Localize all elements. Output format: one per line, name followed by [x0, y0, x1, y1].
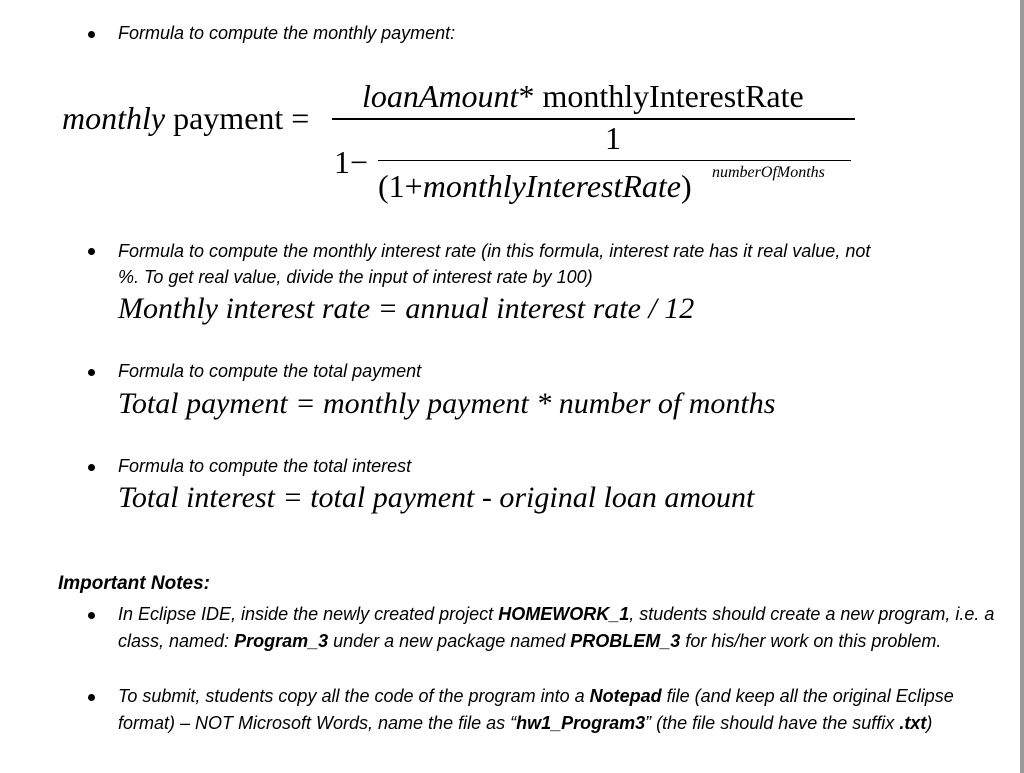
formula-lhs: monthly payment = — [62, 100, 310, 136]
important-notes-heading: Important Notes: — [58, 573, 210, 594]
note-item-eclipse: In Eclipse IDE, inside the newly created project HOMEWORK_1, students should create a new program, i.e. a class, named: Program_3 under a new package named PROBLEM_3 for his/her work on this problem. — [118, 604, 995, 651]
total-interest-caption: Formula to compute the total interest — [118, 456, 412, 476]
bullet-dot — [88, 612, 95, 619]
interest-rate-caption-line2: %. To get real value, divide the input of interest rate by 100) — [118, 267, 593, 287]
total-payment-caption: Formula to compute the total payment — [118, 361, 422, 381]
formula-numerator: loanAmount* monthlyInterestRate — [362, 78, 804, 114]
inner-fraction-bar — [378, 160, 851, 161]
one-minus: 1− — [334, 144, 369, 180]
bullet-dot — [88, 369, 95, 376]
inner-numerator: 1 — [605, 120, 621, 156]
formula-exponent: numberOfMonths — [712, 164, 825, 181]
main-fraction-bar — [332, 118, 855, 120]
total-payment-formula: Total payment = monthly payment * number of months — [118, 387, 776, 420]
page-edge — [1020, 0, 1024, 773]
bullet-dot — [88, 694, 95, 701]
monthly-payment-caption: Formula to compute the monthly payment: — [118, 23, 456, 43]
interest-rate-caption-line1: Formula to compute the monthly interest rate (in this formula, interest rate has it real value, not — [118, 241, 871, 261]
bullet-dot — [88, 31, 95, 38]
monthly-interest-rate-formula: Monthly interest rate = annual interest rate / 12 — [118, 292, 695, 325]
bullet-dot — [88, 248, 95, 255]
bullet-dot — [88, 464, 95, 471]
inner-denominator: (1+monthlyInterestRate) — [378, 168, 692, 204]
total-interest-formula: Total interest = total payment - original loan amount — [118, 481, 755, 514]
note-item-submit: To submit, students copy all the code of the program into a Notepad file (and keep all the original Eclipse format) – NOT Microsoft Words, name the file as “hw1_Program3” (the file should have the suffix .txt) — [118, 686, 954, 733]
